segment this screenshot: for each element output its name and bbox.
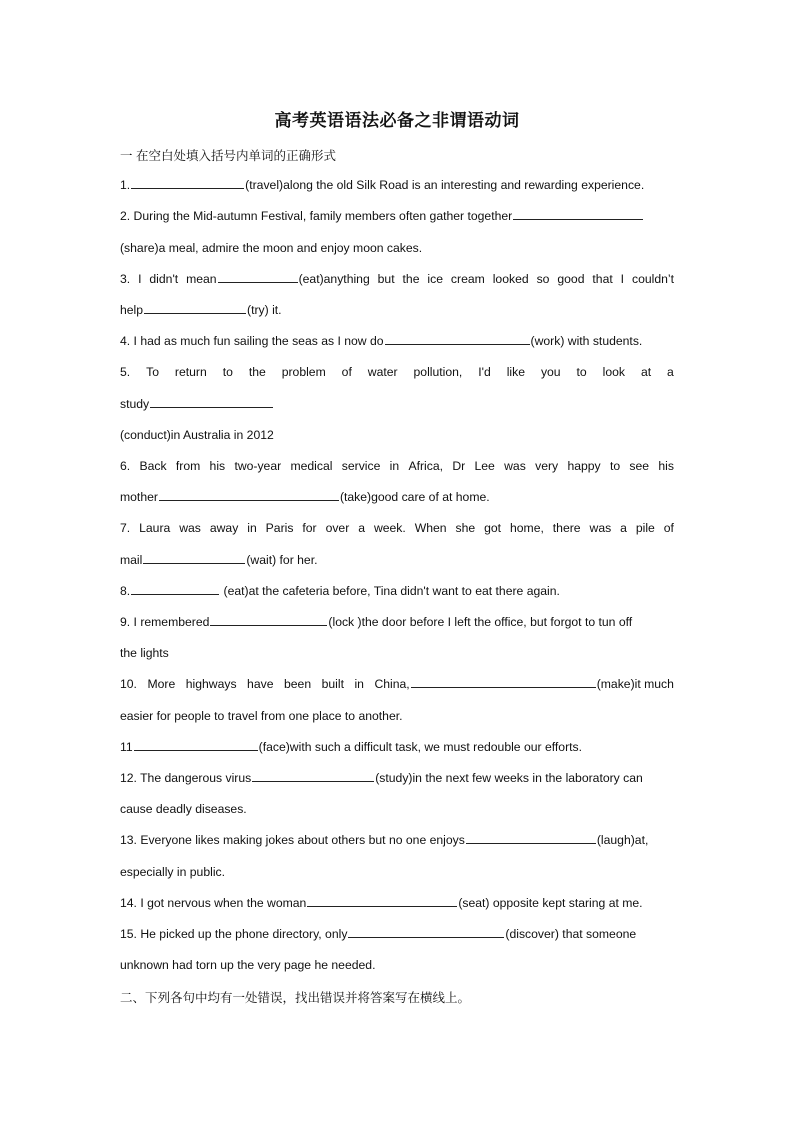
question-14: 14. I got nervous when the woman (seat) opposite kept staring at me. [120,896,643,910]
question-6: 6. Back from his two-year medical service in Africa, Dr Lee was very happy to see his [120,459,674,473]
answer-blank[interactable] [144,302,246,314]
answer-blank[interactable] [134,739,258,751]
page-title: 高考英语语法必备之非谓语动词 [274,111,520,131]
answer-blank[interactable] [252,770,374,782]
question-2: 2. During the Mid-autumn Festival, family members often gather together [120,208,674,224]
question-8: 8. (eat)at the cafeteria before, Tina didn't want to eat there again. [120,584,560,598]
question-5-cont-2: (conduct)in Australia in 2012 [120,428,274,442]
answer-blank[interactable] [131,177,244,189]
answer-blank[interactable] [210,614,327,626]
question-9: 9. I remembered (lock )the door before I left the office, but forgot to tun off [120,615,633,629]
question-5: 5. To return to the problem of water pollution, I'd like you to look at a [120,365,674,379]
question-12-cont: cause deadly diseases. [120,802,247,816]
answer-blank[interactable] [385,333,530,345]
question-2-cont: (share)a meal, admire the moon and enjoy moon cakes. [120,241,423,255]
section-heading-1: 一 在空白处填入括号内单词的正确形式 [120,149,336,163]
answer-blank[interactable] [150,396,273,408]
question-5-cont: study [120,396,674,412]
question-7-cont: mail (wait) for her. [120,553,318,567]
question-6-cont: mother (take)good care of at home. [120,490,490,504]
answer-blank[interactable] [143,552,245,564]
answer-blank[interactable] [159,489,339,501]
question-11: 11 (face)with such a difficult task, we must redouble our efforts. [120,740,582,754]
question-13: 13. Everyone likes making jokes about others but no one enjoys (laugh)at, [120,833,649,847]
answer-blank[interactable] [131,583,219,595]
question-1: 1. (travel)along the old Silk Road is an interesting and rewarding experience. [120,178,645,192]
answer-blank[interactable] [411,676,596,688]
question-12: 12. The dangerous virus (study)in the next few weeks in the laboratory can [120,771,643,785]
question-7: 7. Laura was away in Paris for over a week. When she got home, there was a pile of [120,521,674,535]
question-3-cont: help (try) it. [120,303,282,317]
question-10-cont: easier for people to travel from one place to another. [120,709,403,723]
answer-blank[interactable] [466,832,596,844]
answer-blank[interactable] [218,271,298,283]
question-9-cont: the lights [120,646,169,660]
answer-blank[interactable] [513,208,643,220]
question-3: 3. I didn't mean (eat)anything but the ice cream looked so good that I couldn’t [120,272,674,286]
question-13-cont: especially in public. [120,865,226,879]
question-15: 15. He picked up the phone directory, only (discover) that someone [120,927,637,941]
section-heading-2: 二、下列各句中均有一处错误，找出错误并将答案写在横线上。 [120,991,471,1005]
answer-blank[interactable] [307,895,457,907]
question-10: 10. More highways have been built in China, (make)it much [120,677,674,691]
question-4: 4. I had as much fun sailing the seas as I now do (work) with students. [120,334,643,348]
answer-blank[interactable] [348,926,504,938]
question-15-cont: unknown had torn up the very page he needed. [120,958,376,972]
